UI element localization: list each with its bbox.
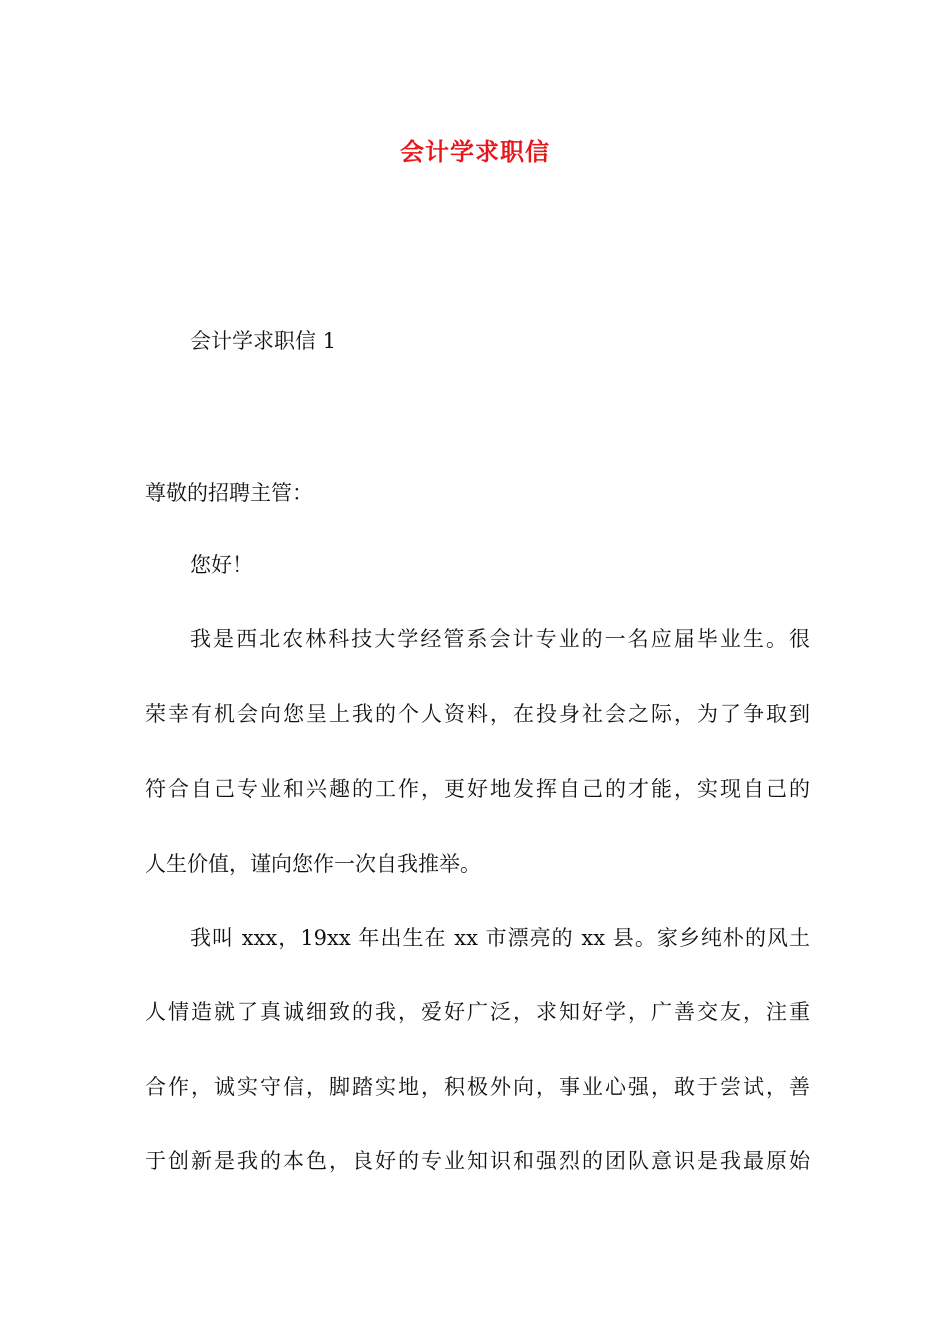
paragraph-2-line-4: 于创新是我的本色，良好的专业知识和强烈的团队意识是我最原始: [145, 1149, 810, 1173]
paragraph-1-line-4: 人生价值，谨向您作一次自我推举。: [145, 852, 481, 876]
paragraph-2-line-3: 合作，诚实守信，脚踏实地，积极外向，事业心强，敢于尝试，善: [145, 1075, 810, 1099]
paragraph-2-line-2: 人情造就了真诚细致的我，爱好广泛，求知好学，广善交友，注重: [145, 1000, 810, 1024]
section-heading: 会计学求职信 1: [190, 329, 337, 353]
salutation: 尊敬的招聘主管：: [145, 481, 313, 505]
paragraph-1-line-3: 符合自己专业和兴趣的工作，更好地发挥自己的才能，实现自己的: [145, 777, 810, 801]
paragraph-1-line-2: 荣幸有机会向您呈上我的个人资料，在投身社会之际，为了争取到: [145, 702, 810, 726]
greeting: 您好！: [190, 553, 253, 577]
paragraph-2-line-1: 我叫 xxx，19xx 年出生在 xx 市漂亮的 xx 县。家乡纯朴的风土: [190, 926, 810, 950]
paragraph-1-line-1: 我是西北农林科技大学经管系会计专业的一名应届毕业生。很: [190, 627, 810, 651]
document-title: 会计学求职信: [400, 137, 550, 166]
